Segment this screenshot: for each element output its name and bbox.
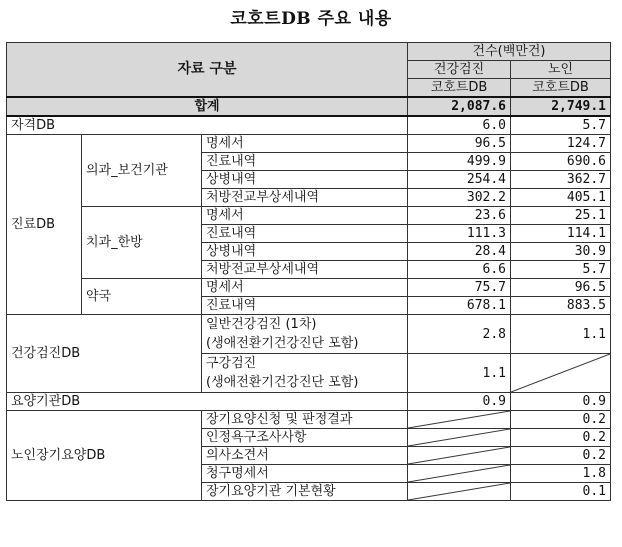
care-facility-value-2: 0.9	[511, 393, 611, 411]
row-value-2: 405.1	[511, 189, 611, 207]
row-value-2: 114.1	[511, 225, 611, 243]
diagonal-line	[511, 354, 610, 392]
row-value-1: 23.6	[408, 207, 511, 225]
row-value-1: 75.7	[408, 279, 511, 297]
header-col2-line2: 코호트DB	[511, 79, 611, 98]
ltc-label: 노인장기요양DB	[7, 411, 202, 501]
empty-cell-diagonal	[408, 411, 511, 429]
row-value-2: 1.1	[511, 315, 611, 354]
hospital-label: 의과_보건기관	[82, 135, 202, 207]
row-value-2: 1.8	[511, 465, 611, 483]
care-facility-value-1: 0.9	[408, 393, 511, 411]
page-title: 코호트DB 주요 내용	[230, 9, 392, 29]
row-label: 장기요양기관 기본현황	[202, 483, 408, 501]
row-value-1: 254.4	[408, 171, 511, 189]
diagonal-line	[408, 483, 510, 500]
row-label: 청구명세서	[202, 465, 408, 483]
table-row	[7, 393, 611, 411]
header-row-1	[7, 43, 611, 61]
pharmacy-label: 약국	[82, 279, 202, 315]
cohort-db-table	[6, 42, 611, 501]
table-row	[7, 116, 611, 135]
diagonal-line	[408, 429, 510, 446]
header-col2-line1: 노인	[511, 61, 611, 79]
row-value-2: 30.9	[511, 243, 611, 261]
row-value-2: 5.7	[511, 261, 611, 279]
empty-cell-diagonal	[408, 429, 511, 447]
row-value-1: 28.4	[408, 243, 511, 261]
total-value-1: 2,087.6	[408, 97, 511, 116]
row-label: 명세서	[202, 135, 408, 153]
total-row	[7, 97, 611, 116]
row-label: 상병내역	[202, 243, 408, 261]
row-label: 처방전교부상세내역	[202, 189, 408, 207]
row-value-1: 96.5	[408, 135, 511, 153]
row-label: 진료내역	[202, 225, 408, 243]
row-label: 의사소견서	[202, 447, 408, 465]
empty-cell-diagonal	[408, 465, 511, 483]
row-label: 인정욕구조사사항	[202, 429, 408, 447]
row-label	[202, 315, 408, 354]
care-facility-label: 요양기관DB	[7, 393, 408, 411]
checkup-label: 건강검진DB	[7, 315, 202, 393]
row-label: 명세서	[202, 207, 408, 225]
row-value-2: 690.6	[511, 153, 611, 171]
row-value-1: 1.1	[408, 354, 511, 393]
qualification-value-2: 5.7	[511, 116, 611, 135]
row-label: 처방전교부상세내역	[202, 261, 408, 279]
row-value-1: 6.6	[408, 261, 511, 279]
row-value-2: 0.2	[511, 447, 611, 465]
row-label	[202, 354, 408, 393]
table-row	[7, 135, 611, 153]
header-category: 자료 구분	[7, 43, 408, 98]
diagonal-line	[408, 465, 510, 482]
total-value-2: 2,749.1	[511, 97, 611, 116]
table-row	[7, 411, 611, 429]
row-label-line2: (생애전환기건강진단 포함)	[206, 375, 359, 390]
row-label: 진료내역	[202, 153, 408, 171]
treatment-label: 진료DB	[7, 135, 82, 315]
empty-cell-diagonal	[511, 354, 611, 393]
row-value-2: 0.1	[511, 483, 611, 501]
row-label: 장기요양신청 및 판정결과	[202, 411, 408, 429]
row-value-2: 0.2	[511, 429, 611, 447]
empty-cell-diagonal	[408, 483, 511, 501]
qualification-label: 자격DB	[7, 116, 408, 135]
row-value-1: 678.1	[408, 297, 511, 315]
table-row	[7, 315, 611, 354]
row-label: 상병내역	[202, 171, 408, 189]
row-label-line1: 구강검진	[206, 356, 257, 371]
header-col1-line1: 건강검진	[408, 61, 511, 79]
total-label: 합계	[7, 97, 408, 116]
header-col1-line2: 코호트DB	[408, 79, 511, 98]
row-value-2: 25.1	[511, 207, 611, 225]
row-value-2: 883.5	[511, 297, 611, 315]
row-value-2: 362.7	[511, 171, 611, 189]
row-label-line2: (생애전환기건강진단 포함)	[206, 336, 359, 351]
row-value-1: 111.3	[408, 225, 511, 243]
empty-cell-diagonal	[408, 447, 511, 465]
row-value-1: 2.8	[408, 315, 511, 354]
table-row	[7, 279, 611, 297]
row-value-2: 96.5	[511, 279, 611, 297]
row-value-1: 302.2	[408, 189, 511, 207]
row-value-2: 124.7	[511, 135, 611, 153]
row-label-line1: 일반건강검진 (1차)	[206, 317, 317, 332]
row-label: 명세서	[202, 279, 408, 297]
header-count-unit: 건수(백만건)	[408, 43, 611, 61]
dental-label: 치과_한방	[82, 207, 202, 279]
qualification-value-1: 6.0	[408, 116, 511, 135]
diagonal-line	[408, 447, 510, 464]
row-value-2: 0.2	[511, 411, 611, 429]
row-label: 진료내역	[202, 297, 408, 315]
diagonal-line	[408, 411, 510, 428]
row-value-1: 499.9	[408, 153, 511, 171]
table-row	[7, 207, 611, 225]
